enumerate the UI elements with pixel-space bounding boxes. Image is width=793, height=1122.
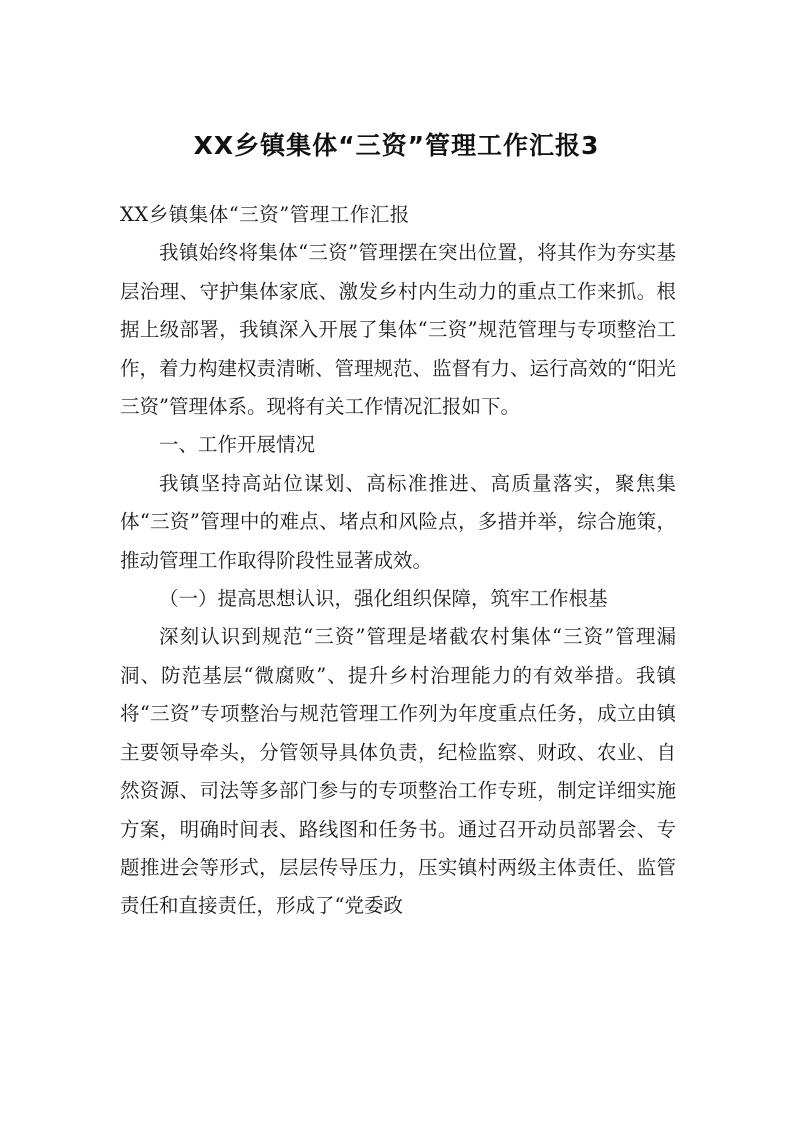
document-title: XX乡镇集体“三资”管理工作汇报3 xyxy=(193,131,600,160)
document-body xyxy=(120,196,676,926)
sub-paragraph: 深刻认识到规范“三资”管理是堵截农村集体“三资”管理漏洞、防范基层“微腐败”、提升乡村治理能力的有效举措。我镇将“三资”专项整治与规范管理工作列为年度重点任务，成立由镇主要领导牵头，分管领导具体负责，纪检监察、财政、农业、自然资源、司法等多部门参与的专项整治工作专班，制定详细实施方案，明确时间表、路线图和任务书。通过召开动员部署会、专题推进会等形式，层层传导压力，压实镇村两级主体责任、监管责任和直接责任，形成了“党委政 xyxy=(120,625,676,918)
sub-heading: （一）提高思想认识，强化组织保障，筑牢工作根基 xyxy=(159,587,608,611)
section-paragraph: 我镇坚持高站位谋划、高标准推进、高质量落实，聚焦集体“三资”管理中的难点、堵点和风险点，多措并举，综合施策，推动管理工作取得阶段性显著成效。 xyxy=(120,471,676,572)
section-heading: 一、工作开展情况 xyxy=(159,433,316,457)
document-subtitle: XX乡镇集体“三资”管理工作汇报 xyxy=(120,203,410,226)
intro-paragraph: 我镇始终将集体“三资”管理摆在突出位置，将其作为夯实基层治理、守护集体家底、激发乡村内生动力的重点工作来抓。根据上级部署，我镇深入开展了集体“三资”规范管理与专项整治工作，着力构建权责清晰、管理规范、监督有力、运行高效的“阳光三资”管理体系。现将有关工作情况汇报如下。 xyxy=(120,241,676,419)
